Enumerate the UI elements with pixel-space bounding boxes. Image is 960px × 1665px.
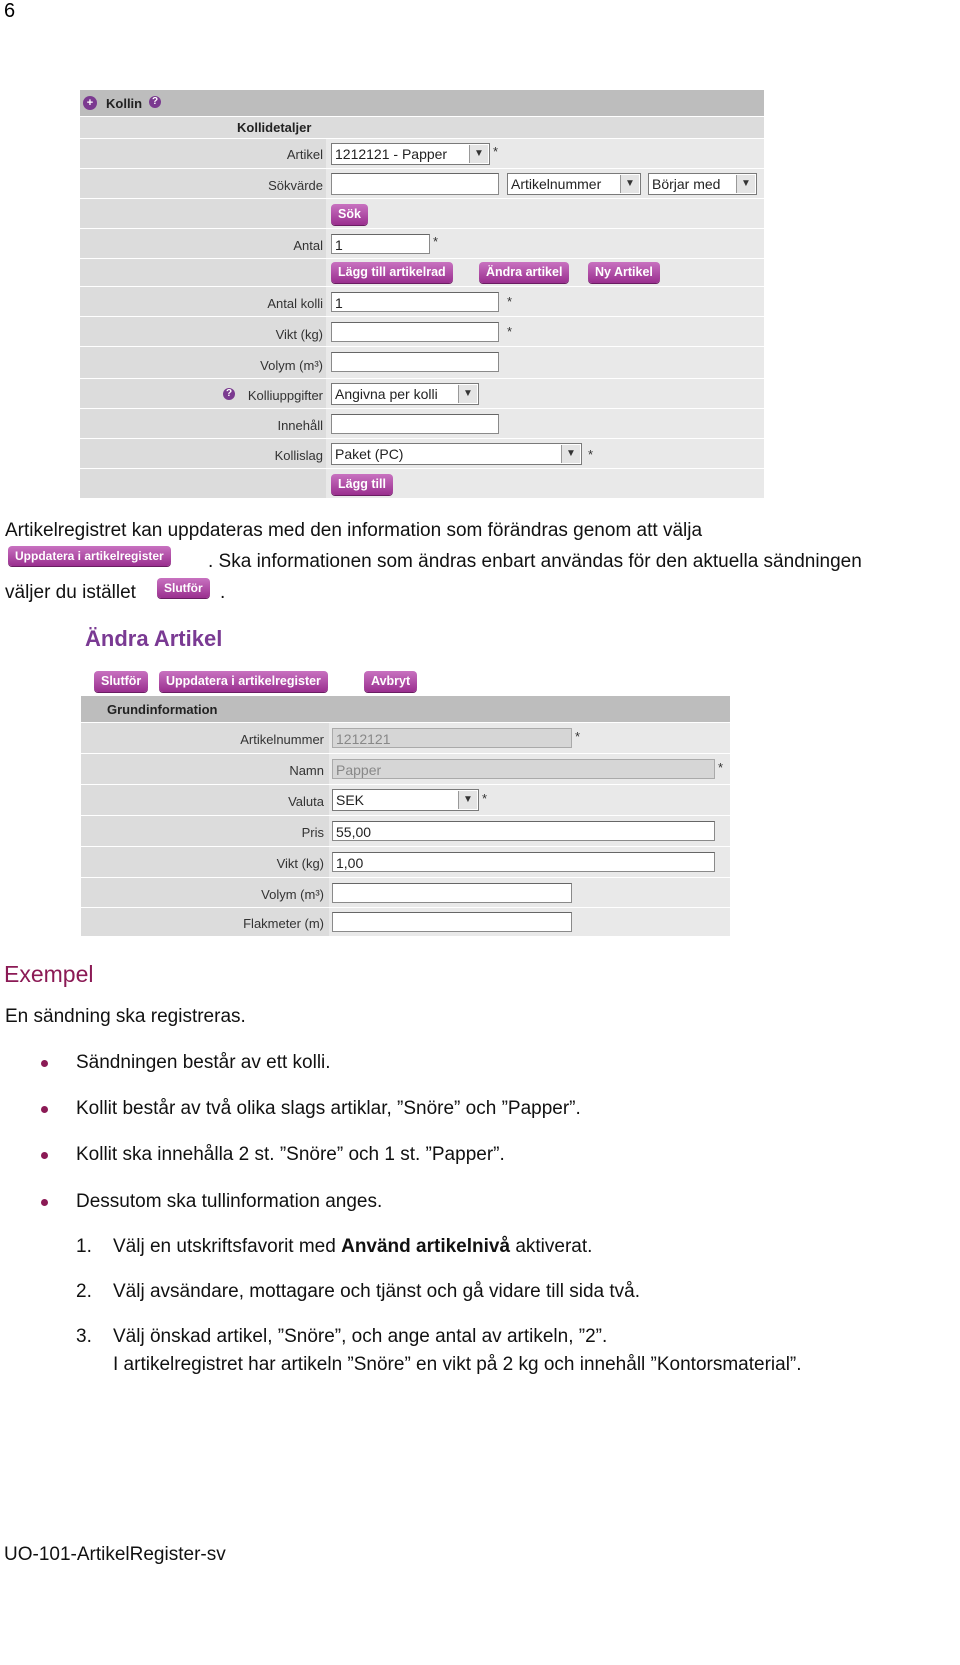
chevron-down-icon: ▼: [469, 145, 488, 163]
intro-line-3-end: .: [220, 582, 226, 603]
flakmeter-input[interactable]: [332, 912, 572, 932]
vikt-label: Vikt (kg): [276, 856, 324, 871]
namn-input[interactable]: Papper: [332, 759, 715, 779]
andra-artikel-panel: [81, 696, 730, 936]
kollin-header: [80, 90, 764, 116]
page-number: 6: [4, 0, 16, 22]
list-item: Dessutom ska tullinformation anges.: [76, 1191, 383, 1212]
step-2: Välj avsändare, mottagare och tjänst och gå vidare till sida två.: [113, 1281, 641, 1302]
kolliuppgifter-label: Kolliuppgifter: [247, 388, 323, 403]
kolliuppgifter-select[interactable]: Angivna per kolli ▼: [331, 383, 479, 405]
sok-button[interactable]: Sök: [331, 204, 368, 225]
sokvarde-field-select[interactable]: Artikelnummer ▼: [507, 173, 641, 195]
antal-kolli-input[interactable]: 1: [331, 292, 499, 312]
andra-artikel-button[interactable]: Ändra artikel: [479, 262, 569, 283]
sokvarde-input[interactable]: [331, 173, 499, 195]
footer-document-id: UO-101-ArtikelRegister-sv: [4, 1544, 226, 1565]
required-mark: *: [482, 791, 488, 806]
kollin-title: Kollin: [106, 96, 143, 111]
antal-input[interactable]: 1: [331, 234, 430, 254]
required-mark: *: [588, 447, 594, 462]
artikel-label: Artikel: [286, 147, 323, 162]
uppdatera-artikelregister-button[interactable]: Uppdatera i artikelregister: [159, 671, 328, 692]
innehall-input[interactable]: [331, 414, 499, 434]
bullet-icon: [41, 1106, 48, 1113]
artikelnummer-label: Artikelnummer: [240, 732, 324, 747]
bullet-icon: [41, 1060, 48, 1067]
kollislag-select[interactable]: Paket (PC) ▼: [331, 443, 582, 465]
exempel-heading: Exempel: [4, 961, 94, 987]
valuta-select[interactable]: SEK ▼: [332, 789, 479, 811]
inline-slutfor-button: Slutför: [157, 578, 210, 598]
kollislag-label: Kollislag: [274, 448, 323, 463]
step-3: Välj önskad artikel, ”Snöre”, och ange antal av artikeln, ”2”.: [113, 1326, 608, 1347]
vikt-input[interactable]: [331, 322, 499, 342]
chevron-down-icon: ▼: [561, 445, 580, 463]
artikel-select[interactable]: 1212121 - Papper ▼: [331, 143, 490, 165]
namn-label: Namn: [289, 763, 324, 778]
step-1: Välj en utskriftsfavorit med Använd artikelnivå aktiverat.: [113, 1236, 593, 1257]
volym-input[interactable]: [332, 883, 572, 903]
chevron-down-icon: ▼: [458, 791, 477, 809]
kollin-panel: [80, 90, 764, 498]
innehall-label: Innehåll: [277, 418, 323, 433]
vikt-input[interactable]: 1,00: [332, 852, 715, 872]
andra-artikel-heading: Ändra Artikel: [85, 626, 223, 651]
flakmeter-label: Flakmeter (m): [243, 916, 324, 931]
bullet-icon: [41, 1152, 48, 1159]
chevron-down-icon: ▼: [620, 175, 639, 193]
sokvarde-label: Sökvärde: [268, 178, 323, 193]
exempel-intro: En sändning ska registreras.: [5, 1006, 246, 1027]
list-item: Kollit ska innehålla 2 st. ”Snöre” och 1 st. ”Papper”.: [76, 1144, 505, 1165]
chevron-down-icon: ▼: [458, 385, 477, 403]
required-mark: *: [718, 760, 724, 775]
help-icon[interactable]: ?: [223, 388, 235, 400]
help-icon[interactable]: ?: [149, 96, 161, 108]
volym-label: Volym (m³): [261, 887, 324, 902]
intro-line-1: Artikelregistret kan uppdateras med den information som förändras genom att välja: [5, 520, 703, 541]
list-item: Kollit består av två olika slags artiklar, ”Snöre” och ”Papper”.: [76, 1098, 581, 1119]
step-number: 1.: [76, 1236, 92, 1257]
step-3-continuation: I artikelregistret har artikeln ”Snöre” en vikt på 2 kg och innehåll ”Kontorsmaterial”.: [113, 1354, 802, 1375]
required-mark: *: [493, 144, 499, 159]
ny-artikel-button[interactable]: Ny Artikel: [588, 262, 660, 283]
required-mark: *: [575, 729, 581, 744]
required-mark: *: [433, 234, 439, 249]
lagg-till-artikelrad-button[interactable]: Lägg till artikelrad: [331, 262, 453, 283]
intro-line-2: . Ska informationen som ändras enbart användas för den aktuella sändningen: [208, 551, 862, 572]
intro-line-3: väljer du istället: [5, 582, 136, 603]
antal-label: Antal: [293, 238, 323, 253]
plus-icon[interactable]: +: [83, 96, 97, 110]
lagg-till-button[interactable]: Lägg till: [331, 474, 393, 495]
pris-input[interactable]: 55,00: [332, 821, 715, 841]
volym-label: Volym (m³): [260, 358, 323, 373]
step-number: 3.: [76, 1326, 92, 1347]
antal-kolli-label: Antal kolli: [267, 296, 323, 311]
pris-label: Pris: [301, 825, 324, 840]
required-mark: *: [507, 324, 513, 339]
avbryt-button[interactable]: Avbryt: [364, 671, 417, 692]
volym-input[interactable]: [331, 352, 499, 372]
sokvarde-match-select[interactable]: Börjar med ▼: [648, 173, 757, 195]
vikt-label: Vikt (kg): [275, 327, 323, 342]
section-kollidetaljer: Kollidetaljer: [237, 120, 312, 135]
bullet-icon: [41, 1199, 48, 1206]
step-number: 2.: [76, 1281, 92, 1302]
inline-uppdatera-button: Uppdatera i artikelregister: [8, 546, 171, 566]
valuta-label: Valuta: [288, 794, 324, 809]
slutfor-button[interactable]: Slutför: [94, 671, 148, 692]
chevron-down-icon: ▼: [736, 175, 755, 193]
required-mark: *: [507, 294, 513, 309]
artikelnummer-input[interactable]: 1212121: [332, 728, 572, 748]
section-grundinformation: Grundinformation: [107, 702, 218, 717]
list-item: Sändningen består av ett kolli.: [76, 1052, 331, 1073]
